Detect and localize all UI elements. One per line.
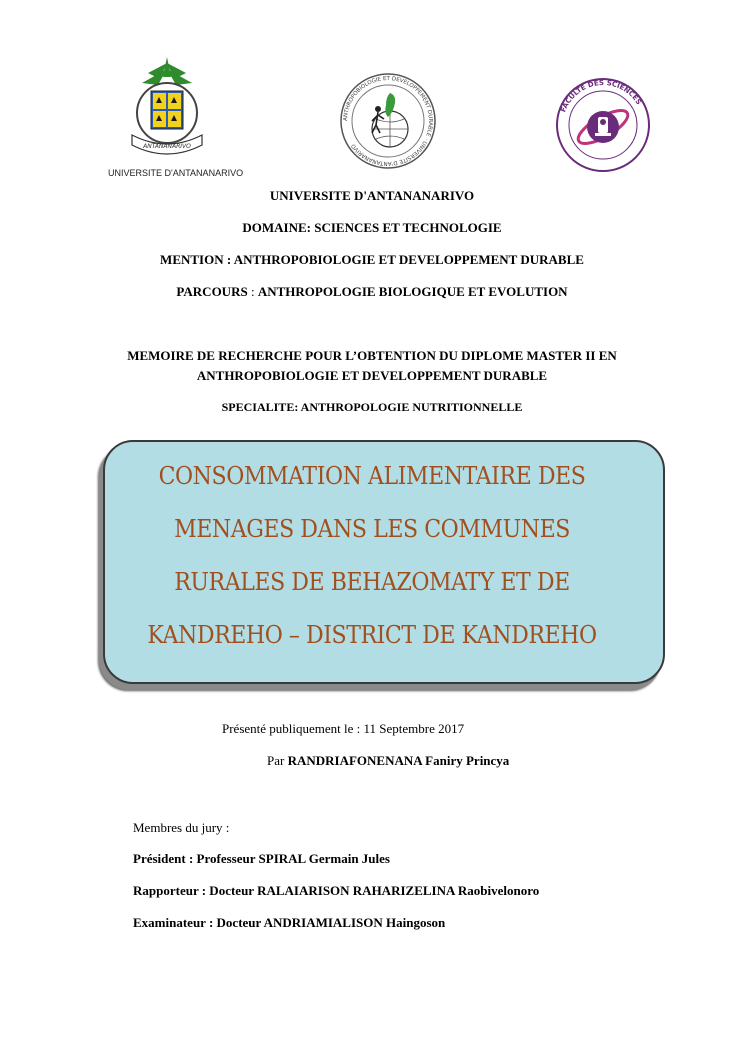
- jury-member: [133, 883, 539, 899]
- jury-rapporteur: Rapporteur : Docteur RALAIARISON RAHARIZELINA Raobivelonoro: [133, 883, 540, 898]
- university-logo-caption: UNIVERSITE D'ANTANANARIVO: [108, 168, 244, 178]
- title-line-2: MENAGES DANS LES COMMUNES: [174, 515, 570, 543]
- parcours: [0, 284, 744, 300]
- logos-row: [0, 55, 744, 180]
- jury-heading: Membres du jury :: [133, 820, 230, 835]
- par-label: Par: [267, 753, 288, 768]
- jury-member: [133, 851, 390, 867]
- memoire-line-2: ANTHROPOBIOLOGIE ET DEVELOPPEMENT DURABLE: [196, 368, 548, 383]
- seal-text: ANTANANARIVO: [143, 143, 191, 150]
- parcours-label: PARCOURS: [176, 284, 248, 299]
- faculte-seal-text: FACULTE DES SCIENCES: [559, 78, 643, 114]
- faculte-logo: [553, 75, 653, 175]
- author-line: [267, 753, 509, 769]
- university-name: UNIVERSITE D'ANTANANARIVO: [269, 188, 475, 203]
- mention-logo: [338, 71, 438, 171]
- jury-examinateur: Examinateur : Docteur ANDRIAMIALISON Haingoson: [133, 915, 446, 930]
- jury-president: Président : Professeur SPIRAL Germain Jules: [133, 851, 390, 866]
- specialite: SPECIALITE: ANTHROPOLOGIE NUTRITIONNELLE: [221, 400, 523, 414]
- mention-seal-text: ANTHROPOBIOLOGIE ET DEVELOPPEMENT DURABLE · UNIVERSITE D'ANTANANARIVO: [342, 75, 434, 167]
- jury-member: [133, 915, 445, 931]
- parcours-value: ANTHROPOLOGIE BIOLOGIQUE ET EVOLUTION: [257, 284, 568, 299]
- parcours-separator: :: [247, 284, 258, 299]
- memoire-line-1: MEMOIRE DE RECHERCHE POUR L’OBTENTION DU DIPLOME MASTER II EN: [127, 348, 617, 363]
- mention: MENTION : ANTHROPOBIOLOGIE ET DEVELOPPEMENT DURABLE: [160, 252, 584, 267]
- title-line-4: KANDREHO – DISTRICT DE KANDREHO: [147, 621, 597, 649]
- presentation-date: Présenté publiquement le : 11 Septembre 2017: [222, 721, 465, 736]
- university-logo: [108, 55, 244, 178]
- title-line-3: RURALES DE BEHAZOMATY ET DE: [174, 568, 570, 596]
- domaine: DOMAINE: SCIENCES ET TECHNOLOGIE: [242, 220, 502, 235]
- author-name: RANDRIAFONENANA Faniry Princya: [287, 753, 510, 768]
- title-line-1: CONSOMMATION ALIMENTAIRE DES: [158, 462, 586, 490]
